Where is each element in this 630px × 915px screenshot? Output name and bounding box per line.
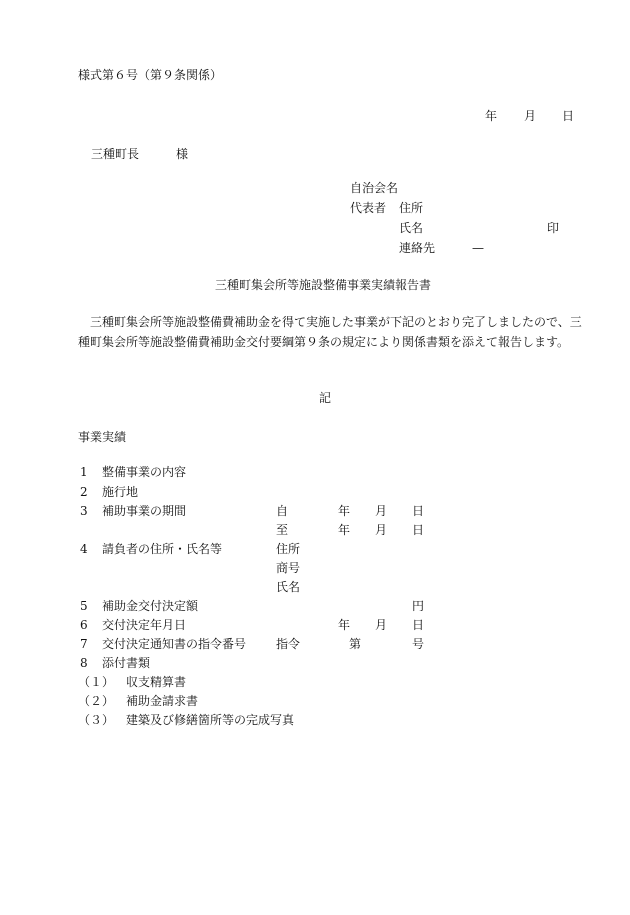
attachment-2-label: 補助金請求書 bbox=[126, 694, 199, 708]
seal-mark: 印 bbox=[547, 221, 560, 235]
item-2-label: 施行地 bbox=[102, 485, 139, 499]
item-3-number: 3 bbox=[80, 504, 88, 518]
period-from-year: 年 bbox=[338, 504, 351, 518]
period-to-day: 日 bbox=[412, 523, 425, 537]
attachment-1-label: 収支精算書 bbox=[126, 675, 187, 689]
contractor-name-label: 氏名 bbox=[276, 580, 301, 594]
item-2-number: 2 bbox=[80, 485, 88, 499]
date-year-label: 年 bbox=[485, 109, 498, 123]
period-from-month: 月 bbox=[375, 504, 388, 518]
ki-mark: 記 bbox=[319, 391, 332, 405]
sender-name-label: 氏名 bbox=[399, 221, 424, 235]
period-to-month: 月 bbox=[375, 523, 388, 537]
representative-label: 代表者 bbox=[350, 201, 387, 215]
association-label: 自治会名 bbox=[350, 181, 399, 195]
attachment-2-number: （２） bbox=[78, 694, 115, 708]
report-title: 三種町集会所等施設整備事業実績報告書 bbox=[215, 278, 432, 292]
decision-day-label: 日 bbox=[412, 618, 425, 632]
item-1-label: 整備事業の内容 bbox=[102, 465, 187, 479]
amount-yen-label: 円 bbox=[412, 599, 425, 613]
body-paragraph: 三種町集会所等施設整備費補助金を得て実施した事業が下記のとおり完了しましたので、三種町集会所等施設整備費補助金交付要綱第９条の規定により関係書類を添えて報告します。 bbox=[78, 315, 582, 349]
item-1-number: 1 bbox=[80, 465, 88, 479]
period-from-day: 日 bbox=[412, 504, 425, 518]
date-day-label: 日 bbox=[562, 109, 575, 123]
item-5-number: 5 bbox=[80, 599, 88, 613]
contractor-address-label: 住所 bbox=[276, 542, 301, 556]
item-4-label: 請負者の住所・氏名等 bbox=[102, 542, 223, 556]
item-5-label: 補助金交付決定額 bbox=[102, 599, 199, 613]
attachment-3-number: （３） bbox=[78, 713, 115, 727]
item-7-number: 7 bbox=[80, 637, 88, 651]
section-heading: 事業実績 bbox=[78, 430, 127, 444]
decision-year-label: 年 bbox=[338, 618, 351, 632]
addressee-honorific: 様 bbox=[176, 147, 189, 161]
date-month-label: 月 bbox=[524, 109, 537, 123]
contact-dash: — bbox=[472, 241, 484, 255]
form-number: 様式第６号（第９条関係） bbox=[78, 68, 223, 82]
item-8-label: 添付書類 bbox=[102, 656, 151, 670]
item-3-label: 補助事業の期間 bbox=[102, 504, 187, 518]
period-to-year: 年 bbox=[338, 523, 351, 537]
item-8-number: 8 bbox=[80, 656, 88, 670]
directive-label: 指令 bbox=[276, 637, 301, 651]
contact-label: 連絡先 bbox=[399, 241, 436, 255]
decision-month-label: 月 bbox=[375, 618, 388, 632]
sender-address-label: 住所 bbox=[399, 201, 424, 215]
addressee-name: 三種町長 bbox=[91, 147, 140, 161]
period-to-label: 至 bbox=[276, 523, 289, 537]
attachment-1-number: （１） bbox=[78, 675, 115, 689]
item-6-number: 6 bbox=[80, 618, 88, 632]
directive-dai-label: 第 bbox=[349, 637, 362, 651]
period-from-label: 自 bbox=[276, 504, 289, 518]
item-4-number: 4 bbox=[80, 542, 88, 556]
item-7-label: 交付決定通知書の指令番号 bbox=[102, 637, 247, 651]
directive-go-label: 号 bbox=[412, 637, 425, 651]
attachment-3-label: 建築及び修繕箇所等の完成写真 bbox=[126, 713, 295, 727]
item-6-label: 交付決定年月日 bbox=[102, 618, 187, 632]
contractor-trade-name-label: 商号 bbox=[276, 561, 301, 575]
